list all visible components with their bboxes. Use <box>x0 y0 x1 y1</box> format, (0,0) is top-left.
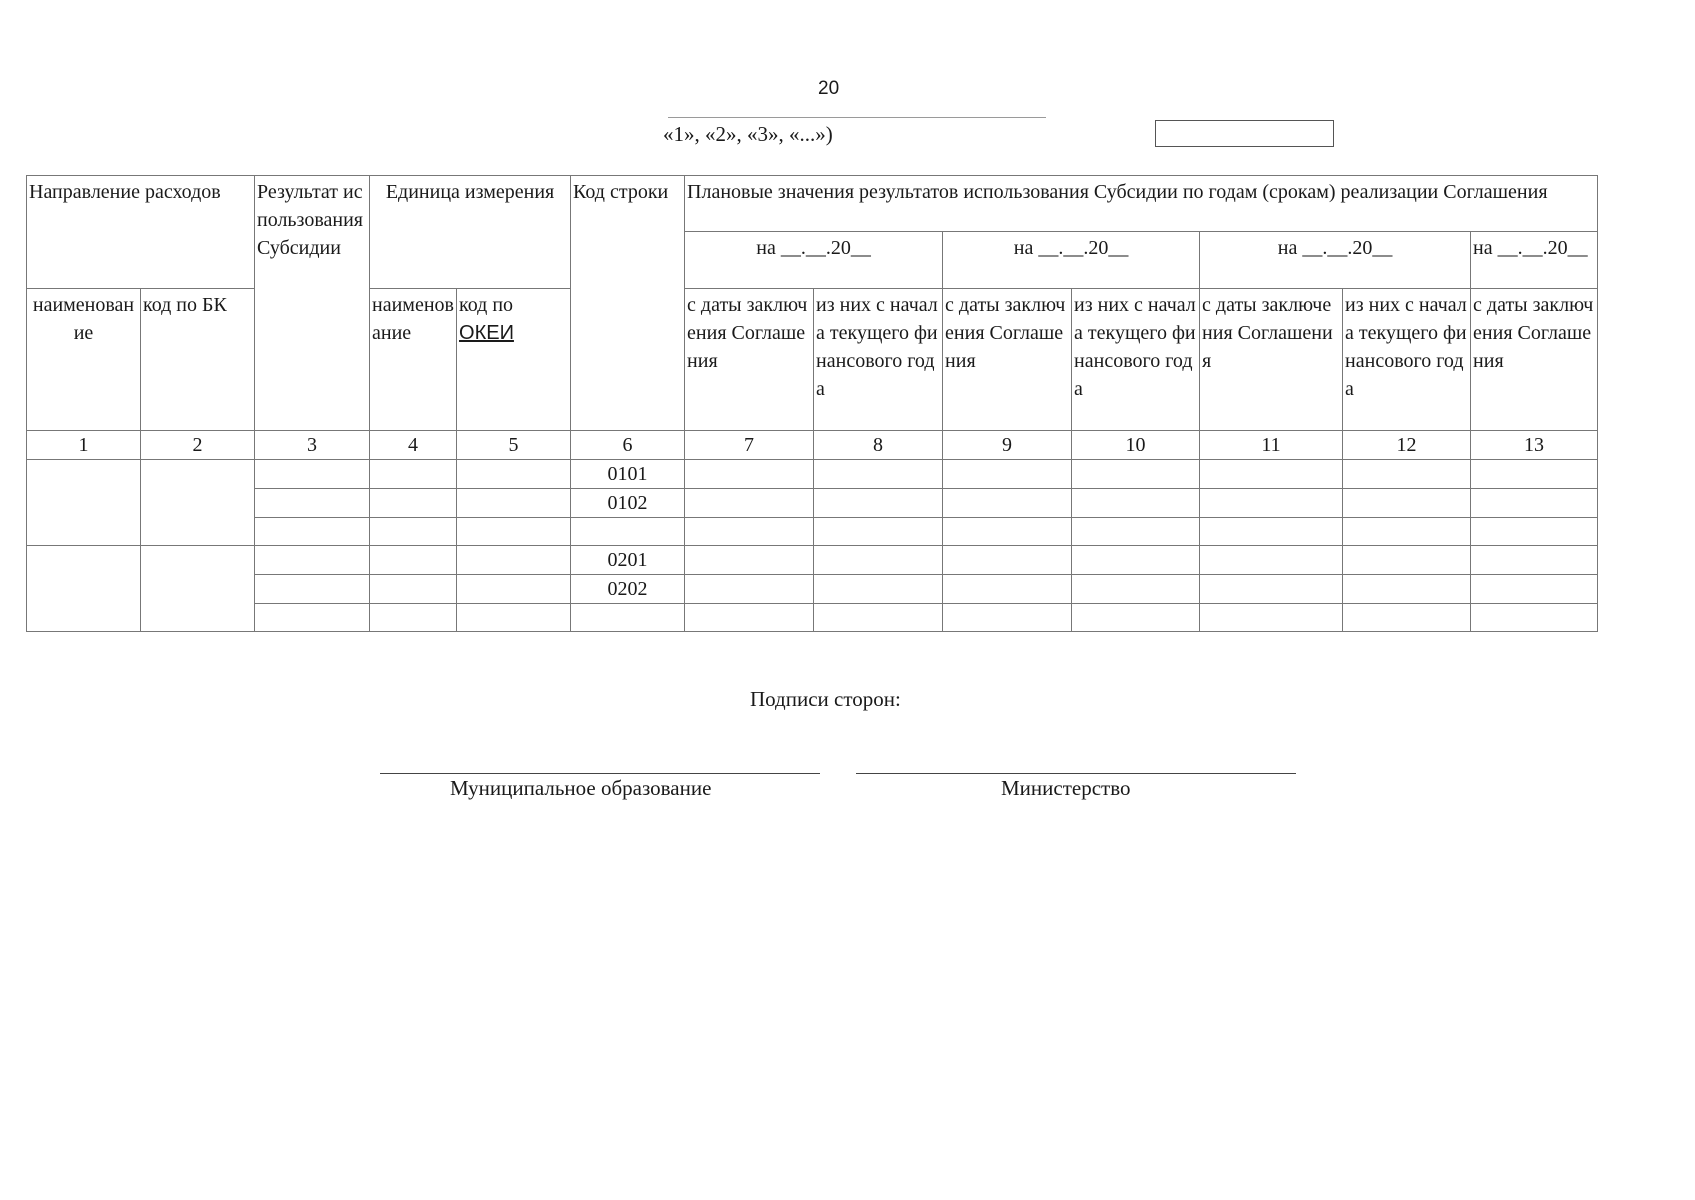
since-agreement-header: с даты заключения Соглашения <box>685 289 814 431</box>
okei-code-link: ОКЕИ <box>459 322 514 344</box>
bk-code-header: код по БК <box>141 289 255 431</box>
expense-direction-header: Направление расходов <box>27 176 255 289</box>
column-number: 11 <box>1200 431 1343 460</box>
bk-code-cell <box>141 460 255 546</box>
table-row <box>27 518 1598 546</box>
signature-label-left: Муниципальное образование <box>450 776 712 800</box>
table-cell <box>255 604 370 632</box>
row-code-cell: 0101 <box>571 460 685 489</box>
table-row <box>27 489 1598 518</box>
period-header: на __.__.20__ <box>1200 232 1471 289</box>
column-number-row <box>27 431 1598 460</box>
period-header: на __.__.20__ <box>685 232 943 289</box>
table-cell <box>255 460 370 489</box>
header-row-1 <box>27 176 1598 232</box>
result-header: Результат использования Субсидии <box>255 176 370 431</box>
column-number: 2 <box>141 431 255 460</box>
table-cell <box>1471 575 1598 604</box>
name-header: наименование <box>27 289 141 431</box>
signatures-title: Подписи сторон: <box>750 687 901 711</box>
table-cell <box>943 575 1072 604</box>
column-number: 5 <box>457 431 571 460</box>
table-cell <box>1072 546 1200 575</box>
table-row <box>27 546 1598 575</box>
table-cell <box>255 575 370 604</box>
planned-values-header: Плановые значения результатов использования Субсидии по годам (срокам) реализации Соглашения <box>685 176 1598 232</box>
table-row <box>27 575 1598 604</box>
table-cell <box>370 604 457 632</box>
table-cell <box>1072 575 1200 604</box>
row-code-cell: 0201 <box>571 546 685 575</box>
table-cell <box>1072 489 1200 518</box>
table-cell <box>1343 604 1471 632</box>
column-number: 4 <box>370 431 457 460</box>
period-header: на __.__.20__ <box>943 232 1200 289</box>
table-cell <box>943 489 1072 518</box>
table-cell <box>685 460 814 489</box>
header-rule <box>668 117 1046 118</box>
header-box <box>1155 120 1334 147</box>
okei-code-prefix: код по <box>459 294 514 316</box>
table-cell <box>1343 518 1471 546</box>
table-cell <box>1200 460 1343 489</box>
table-cell <box>457 575 571 604</box>
column-number: 6 <box>571 431 685 460</box>
since-fiscal-year-header: из них с начала текущего финансового года <box>1343 289 1471 431</box>
column-number: 3 <box>255 431 370 460</box>
since-agreement-header: с даты заключения Соглашения <box>1200 289 1343 431</box>
column-number: 13 <box>1471 431 1598 460</box>
column-number: 8 <box>814 431 943 460</box>
row-code-header: Код строки <box>571 176 685 431</box>
table-cell <box>370 489 457 518</box>
period-header: на __.__.20__ <box>1471 232 1598 289</box>
table-cell <box>685 489 814 518</box>
table-cell <box>1471 604 1598 632</box>
table-cell <box>370 546 457 575</box>
since-agreement-header: с даты заключения Соглашения <box>943 289 1072 431</box>
okei-code-header <box>457 289 571 431</box>
table-cell <box>943 604 1072 632</box>
unit-header: Единица измерения <box>370 176 571 289</box>
column-number: 7 <box>685 431 814 460</box>
since-fiscal-year-header: из них с начала текущего финансового года <box>1072 289 1200 431</box>
table-cell <box>255 546 370 575</box>
table-cell <box>370 518 457 546</box>
table-cell <box>1343 460 1471 489</box>
table-cell <box>1471 518 1598 546</box>
bk-code-cell <box>141 546 255 632</box>
table-cell <box>457 546 571 575</box>
table-cell <box>1072 518 1200 546</box>
table-cell <box>370 460 457 489</box>
table-cell <box>457 460 571 489</box>
table-cell <box>814 575 943 604</box>
row-code-cell <box>571 604 685 632</box>
table-cell <box>943 460 1072 489</box>
table-cell <box>1200 489 1343 518</box>
table-cell <box>814 604 943 632</box>
table-cell <box>814 460 943 489</box>
table-cell <box>1200 575 1343 604</box>
since-agreement-header: с даты заключения Соглашения <box>1471 289 1598 431</box>
header-note: «1», «2», «3», «...») <box>663 122 833 146</box>
table-cell <box>1072 604 1200 632</box>
table-cell <box>1343 489 1471 518</box>
table-cell <box>814 546 943 575</box>
column-number: 1 <box>27 431 141 460</box>
page-number: 20 <box>818 78 840 99</box>
row-code-cell <box>571 518 685 546</box>
table-cell <box>1200 546 1343 575</box>
column-number: 10 <box>1072 431 1200 460</box>
table-cell <box>1471 489 1598 518</box>
expense-name-cell <box>27 546 141 632</box>
table-cell <box>457 604 571 632</box>
table-cell <box>255 518 370 546</box>
expense-name-cell <box>27 460 141 546</box>
column-number: 9 <box>943 431 1072 460</box>
table-row <box>27 604 1598 632</box>
table-cell <box>1471 546 1598 575</box>
table-cell <box>685 546 814 575</box>
column-number: 12 <box>1343 431 1471 460</box>
table-cell <box>457 518 571 546</box>
table-cell <box>814 518 943 546</box>
table-cell <box>1200 604 1343 632</box>
table-cell <box>685 604 814 632</box>
signature-line-right <box>856 773 1296 774</box>
unit-name-header: наименование <box>370 289 457 431</box>
table-cell <box>255 489 370 518</box>
signature-line-left <box>380 773 820 774</box>
row-code-cell: 0102 <box>571 489 685 518</box>
results-table <box>26 175 1598 632</box>
table-cell <box>1471 460 1598 489</box>
table-cell <box>1343 546 1471 575</box>
table-cell <box>457 489 571 518</box>
since-fiscal-year-header: из них с начала текущего финансового года <box>814 289 943 431</box>
table-cell <box>943 518 1072 546</box>
table-cell <box>1072 460 1200 489</box>
table-row <box>27 460 1598 489</box>
table-cell <box>943 546 1072 575</box>
table-cell <box>1200 518 1343 546</box>
table-cell <box>370 575 457 604</box>
table-cell <box>685 518 814 546</box>
signature-label-right: Министерство <box>1001 776 1131 800</box>
table-cell <box>685 575 814 604</box>
table-cell <box>814 489 943 518</box>
row-code-cell: 0202 <box>571 575 685 604</box>
table-cell <box>1343 575 1471 604</box>
